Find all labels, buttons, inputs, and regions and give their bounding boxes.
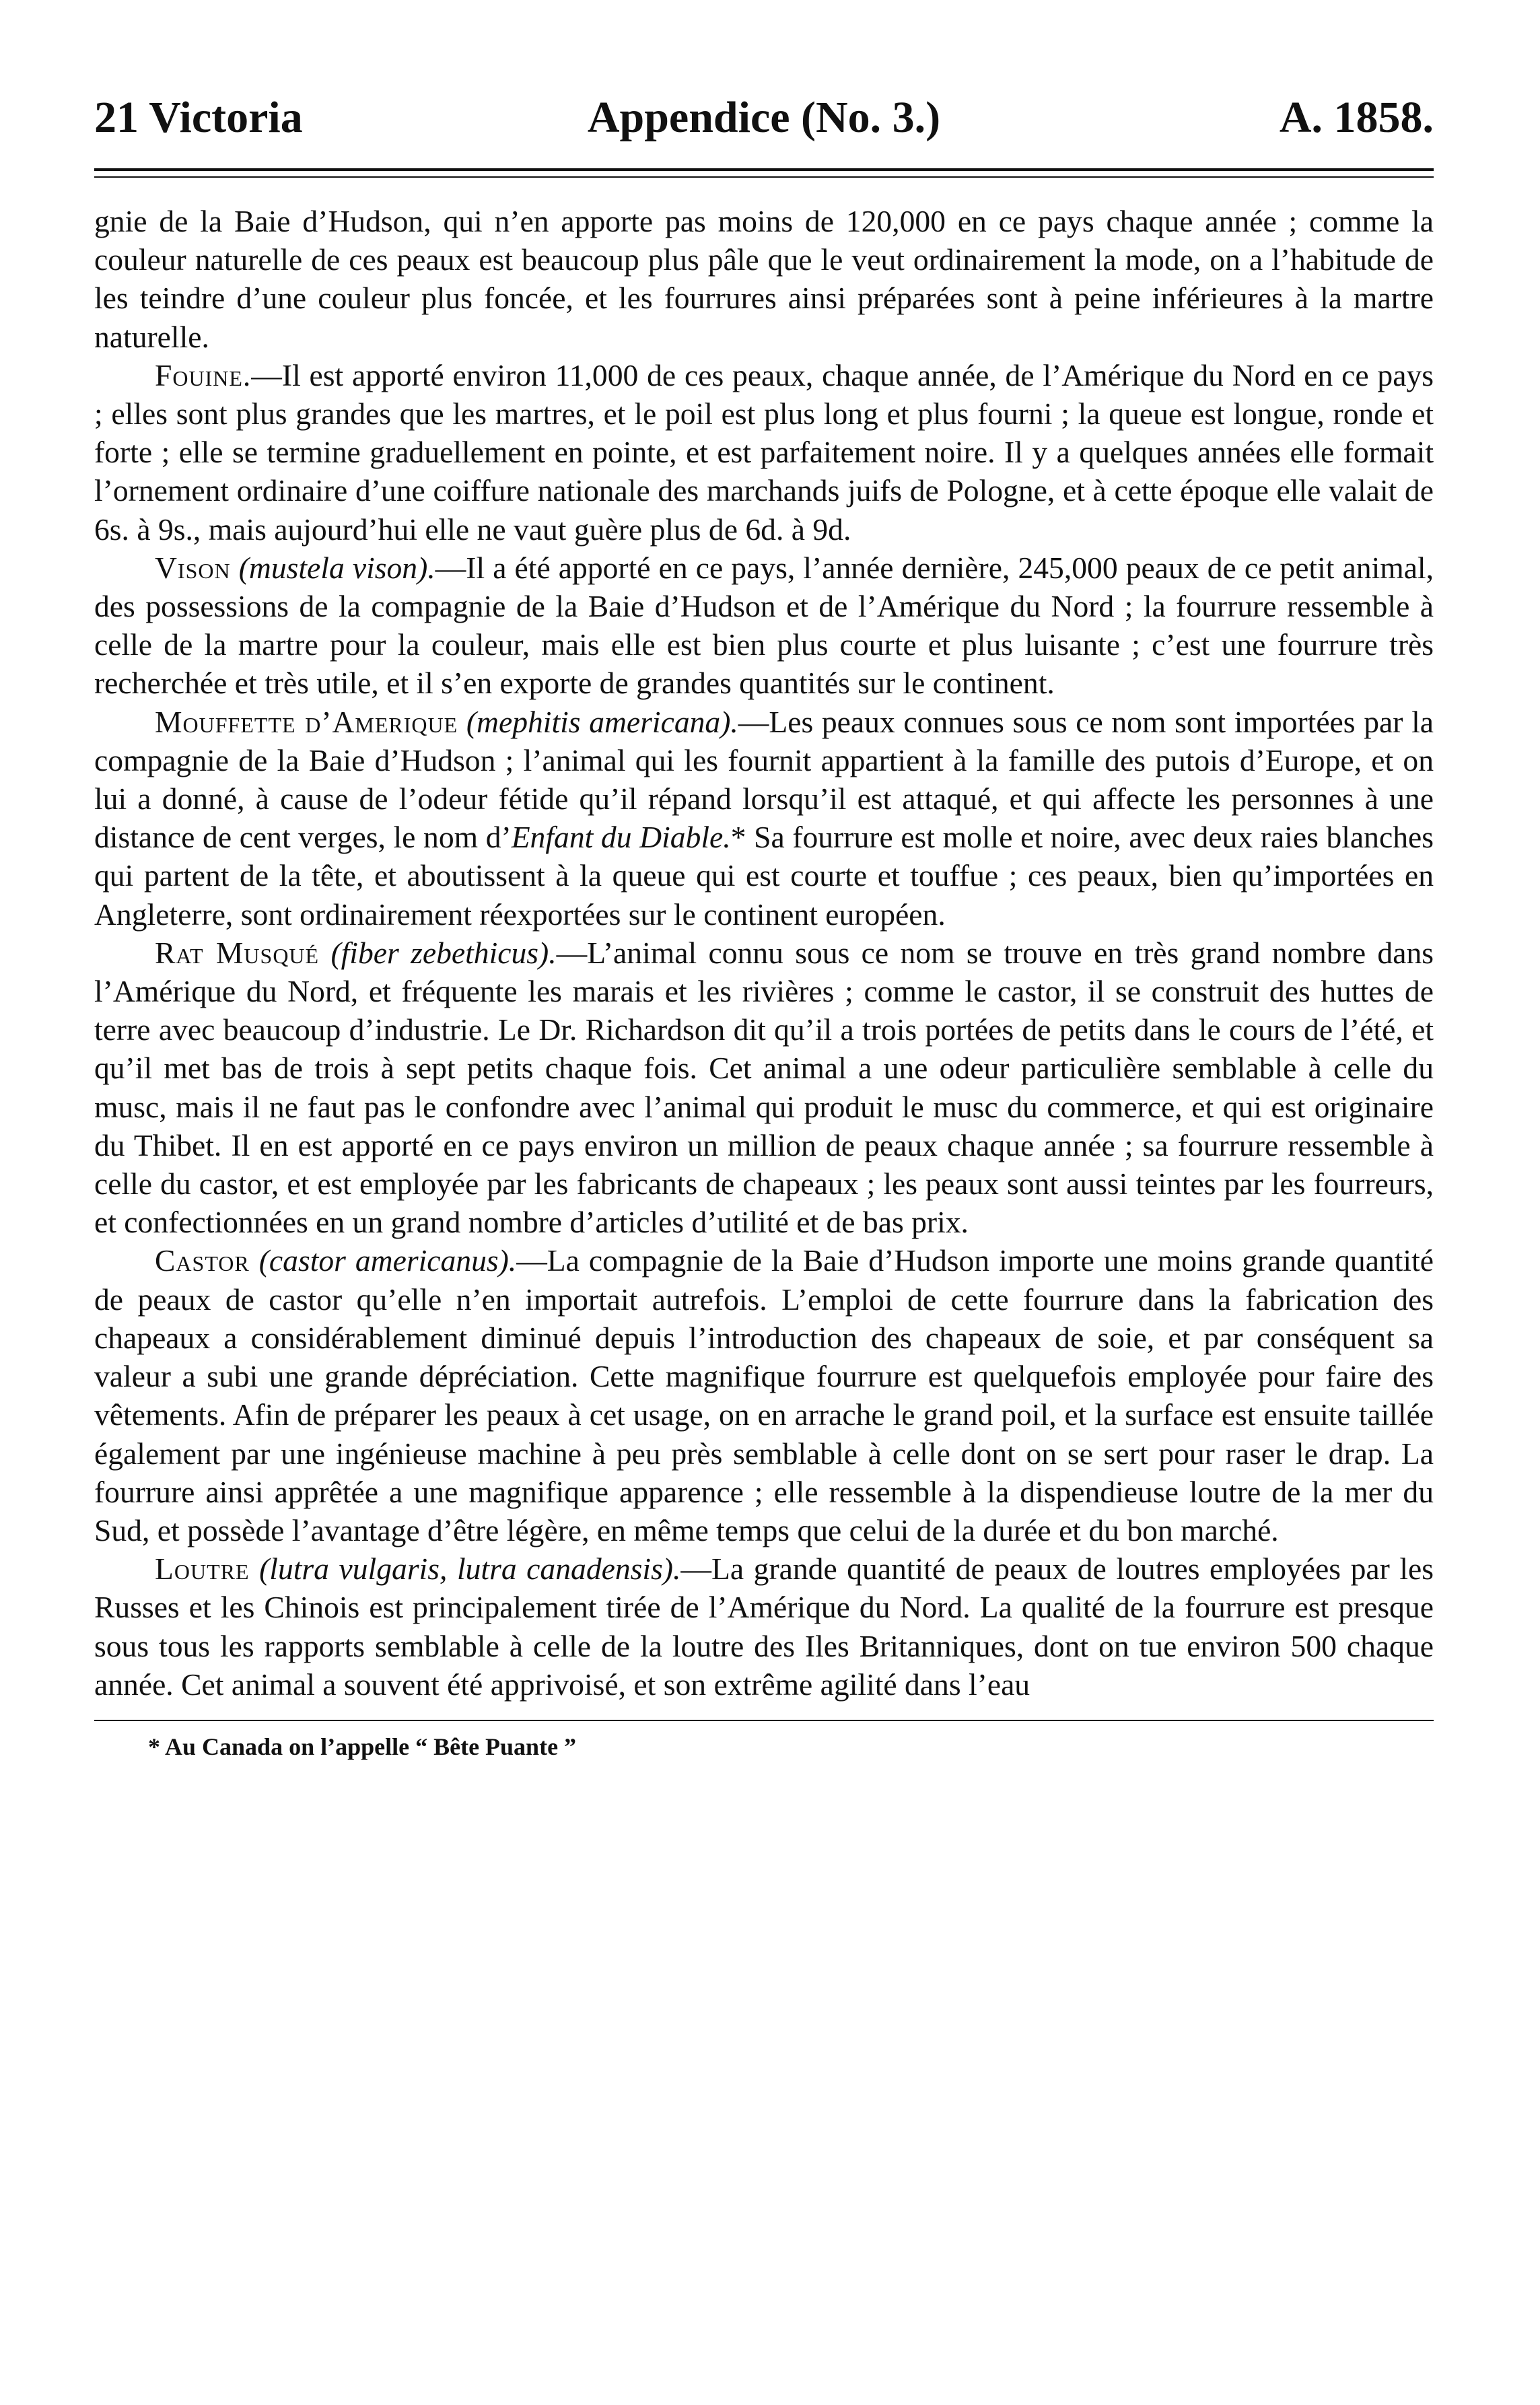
paragraph-fouine	[94, 356, 1434, 549]
paragraph-text: —Il a été apporté en ce pays, l’année dernière, 245,000 peaux de ce petit animal, des possessions de la compagnie de la Baie d’Hudson et de l’Amérique du Nord ; la fourrure ressemble à celle de la martre pour la couleur, mais elle est bien plus courte et plus luisante ; c’est une fourrure très recherchée et très utile, et il s’en exporte de grandes quantités sur le continent.	[94, 550, 1434, 701]
paragraph-text: gnie de la Baie d’Hudson, qui n’en apporte pas moins de 120,000 en ce pays chaque année ; comme la couleur naturelle de ces peaux est beaucoup plus pâle que le veut ordinairement la mode, on a l’habitude de les teindre d’une couleur plus foncée, et les fourrures ainsi préparées sont à peine inférieures à la martre naturelle.	[94, 204, 1434, 354]
paragraph-text: —La compagnie de la Baie d’Hudson importe une moins grande quantité de peaux de castor qu’elle n’en importait autrefois. L’emploi de cette fourrure dans la fabrication des chapeaux a considérablement diminué depuis l’introduction des chapeaux de soie, et par conséquent sa valeur a subi une grande dépréciation. Cette magnifique fourrure est quelquefois employée pour faire des vêtements. Afin de préparer les peaux à cet usage, on en arrache le grand poil, et la surface est ensuite taillée également par une ingénieuse machine à peu près semblable à celle dont on se sert pour raser le drap. La fourrure ainsi apprêtée a une magnifique apparence ; elle ressemble à la dispendieuse loutre de la mer du Sud, et possède l’avantage d’être légère, en même temps que celui de la durée et du bon marché.	[94, 1243, 1434, 1547]
body-text	[94, 202, 1434, 1704]
latin-name: (castor americanus).	[258, 1243, 517, 1278]
entry-heading: Fouine.	[155, 357, 252, 392]
latin-name: (mustela vison).	[238, 550, 435, 585]
footnote: * Au Canada on l’appelle “ Bête Puante ”	[148, 1733, 577, 1760]
paragraph-loutre	[94, 1549, 1434, 1704]
entry-heading: Loutre	[155, 1552, 250, 1587]
entry-heading: Mouffette d’Amerique	[155, 704, 458, 739]
paragraph-vison	[94, 549, 1434, 703]
paragraph-text: —La grande quantité de peaux de loutres employées par les Russes et les Chinois est principalement tirée de l’Amérique du Nord. La qualité de la fourrure est presque sous tous les rapports semblable à celle de la loutre des Iles Britanniques, dont on tue environ 500 chaque année. Cet animal a souvent été apprivoisé, et son extrême agilité dans l’eau	[94, 1552, 1434, 1702]
header-center: Appendice (No. 3.)	[587, 93, 941, 142]
entry-heading: Rat Musqué	[155, 935, 320, 970]
paragraph-text: —Il est apporté environ 11,000 de ces peaux, chaque année, de l’Amérique du Nord en ce pays ; elles sont plus grandes que les martres, et le poil est plus long et plus fourni ; la queue est longue, ronde et forte ; elle se termine graduellement en pointe, et est parfaitement noire. Il y a quelques années elle formait l’ornement ordinaire d’une coiffure nationale des marchands juifs de Pologne, et à cette époque elle valait de 6s. à 9s., mais aujourd’hui elle ne vaut guère plus de 6d. à 9d.	[94, 357, 1434, 547]
header-right: A. 1858.	[1279, 93, 1434, 142]
running-head	[94, 81, 1434, 155]
footnote-rule	[94, 1720, 1434, 1721]
paragraph-mouffette	[94, 703, 1434, 934]
entry-heading: Vison	[155, 550, 231, 585]
paragraph-text-after: * Sa fourrure est molle et noire, avec deux raies blanches qui partent de la tête, et aboutissent à la queue qui est courte et touffue ; ces peaux, bien qu’importées en Angleterre, sont ordinairement réexportées sur le continent européen.	[94, 820, 1434, 932]
inline-italic: Enfant du Diable.	[511, 820, 731, 855]
paragraph-text: —Les peaux connues sous ce nom sont importées par la compagnie de la Baie d’Hudson ; l’animal qui les fournit appartient à la famille des putois d’Europe, et on lui a donné, à cause de l’odeur fétide qu’il répand lorsqu’il est attaqué, et qui affecte les personnes à une distance de cent verges, le nom d’	[94, 704, 1434, 855]
paragraph-continuation	[94, 202, 1434, 356]
entry-heading: Castor	[155, 1243, 250, 1278]
header-left: 21 Victoria	[94, 93, 303, 142]
paragraph-rat-musque	[94, 934, 1434, 1242]
paragraph-castor	[94, 1241, 1434, 1549]
page	[94, 81, 1434, 2336]
latin-name: (fiber zebethicus).	[330, 935, 557, 970]
header-rule	[94, 168, 1434, 178]
latin-name: (mephitis americana).	[466, 704, 738, 739]
paragraph-text: —L’animal connu sous ce nom se trouve en très grand nombre dans l’Amérique du Nord, et fréquente les marais et les rivières ; comme le castor, il se construit des huttes de terre avec beaucoup d’industrie. Le Dr. Richardson dit qu’il a trois portées de petits dans le cours de l’été, et qu’il met bas de trois à sept petits chaque fois. Cet animal a une odeur particulière semblable à celle du musc, mais il ne faut pas le confondre avec l’animal qui produit le musc du commerce, et qui est originaire du Thibet. Il en est apporté en ce pays environ un million de peaux chaque année ; sa fourrure ressemble à celle du castor, et est employée par les fabricants de chapeaux ; les peaux sont aussi teintes par les fourreurs, et confectionnées en un grand nombre d’articles d’utilité et de bas prix.	[94, 935, 1434, 1240]
latin-name: (lutra vulgaris, lutra canadensis).	[259, 1552, 681, 1587]
